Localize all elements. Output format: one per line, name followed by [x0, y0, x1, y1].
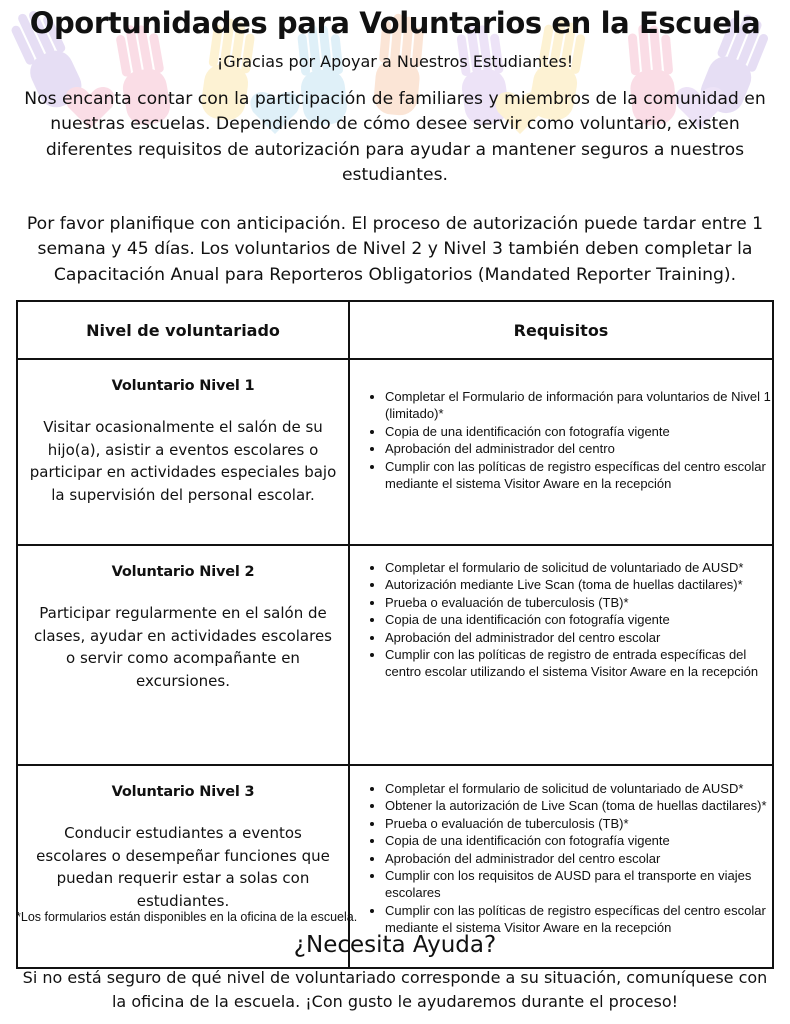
list-item: • Cumplir con los requisitos de AUSD para el transporte en viajes escolares — [385, 867, 771, 902]
list-item: • Aprobación del administrador del centro escolar — [385, 629, 771, 646]
level-name: Voluntario Nivel 2 — [111, 564, 255, 580]
column-header-level: Nivel de voluntariado — [17, 301, 349, 359]
page-title: Oportunidades para Voluntarios en la Escuela — [29, 6, 761, 40]
help-title: ¿Necesita Ayuda? — [293, 932, 497, 958]
requirements-cell — [349, 359, 773, 545]
level-description: Participar regularmente en el salón de clases, ayudar en actividades escolares o servir como acompañante en excursiones. — [33, 604, 332, 690]
list-item: • Autorización mediante Live Scan (toma de huellas dactilares)* — [385, 576, 771, 593]
list-item: • Prueba o evaluación de tuberculosis (TB)* — [385, 594, 771, 611]
level-cell — [17, 545, 349, 765]
requirements-list — [351, 780, 771, 937]
list-item: • Prueba o evaluación de tuberculosis (TB)* — [385, 815, 771, 832]
column-header-requirements: Requisitos — [349, 301, 773, 359]
list-item: • Copia de una identificación con fotografía vigente — [385, 611, 771, 628]
level-cell — [17, 359, 349, 545]
page-subtitle: ¡Gracias por Apoyar a Nuestros Estudiantes! — [216, 52, 574, 71]
help-text: Si no está seguro de qué nivel de voluntariado corresponde a su situación, comuníquese con la oficina de la escuela. ¡Con gusto le ayudaremos durante el proceso! — [22, 968, 768, 1011]
table-header-row — [17, 301, 773, 359]
level-description: Visitar ocasionalmente el salón de su hijo(a), asistir a eventos escolares o participar en actividades especiales bajo la supervisión del personal escolar. — [29, 418, 337, 504]
requirements-cell — [349, 545, 773, 765]
requirements-list — [351, 388, 771, 492]
table-row — [17, 545, 773, 765]
intro-paragraph: Por favor planifique con anticipación. El proceso de autorización puede tardar entre 1 semana y 45 días. Los voluntarios de Nivel 2 y Nivel 3 también deben completar la Capacitación Anual para Reporteros Obligatorios (Mandated Reporter Training). — [26, 214, 764, 285]
list-item: • Obtener la autorización de Live Scan (toma de huellas dactilares)* — [385, 797, 771, 814]
list-item: • Copia de una identificación con fotografía vigente — [385, 832, 771, 849]
list-item: • Cumplir con las políticas de registro de entrada específicas del centro escolar utilizando el sistema Visitor Aware en la recepción — [385, 646, 771, 681]
level-name: Voluntario Nivel 3 — [111, 784, 255, 800]
list-item: • Completar el Formulario de información para voluntarios de Nivel 1 (limitado)* — [385, 388, 771, 423]
table-row — [17, 359, 773, 545]
list-item: • Cumplir con las políticas de registro específicas del centro escolar mediante el sistema Visitor Aware en la recepción — [385, 458, 771, 493]
list-item: • Completar el formulario de solicitud de voluntariado de AUSD* — [385, 780, 771, 797]
list-item: • Copia de una identificación con fotografía vigente — [385, 423, 771, 440]
level-name: Voluntario Nivel 1 — [111, 378, 255, 394]
footnote: *Los formularios están disponibles en la oficina de la escuela. — [16, 910, 358, 924]
list-item: • Aprobación del administrador del centro escolar — [385, 850, 771, 867]
level-description: Conducir estudiantes a eventos escolares o desempeñar funciones que puedan requerir estar a solas con estudiantes. — [36, 824, 330, 910]
requirements-list — [351, 559, 771, 681]
list-item: • Completar el formulario de solicitud de voluntariado de AUSD* — [385, 559, 771, 576]
list-item: • Aprobación del administrador del centro — [385, 440, 771, 457]
list-item: • Cumplir con las políticas de registro específicas del centro escolar mediante el sistema Visitor Aware en la recepción — [385, 902, 771, 937]
intro-paragraph: Nos encanta contar con la participación de familiares y miembros de la comunidad en nuestras escuelas. Dependiendo de cómo desee servir como voluntario, existen diferentes requisitos de autorización para ayudar a mantener seguros a nuestros estudiantes. — [24, 89, 766, 186]
requirements-table — [16, 300, 774, 969]
